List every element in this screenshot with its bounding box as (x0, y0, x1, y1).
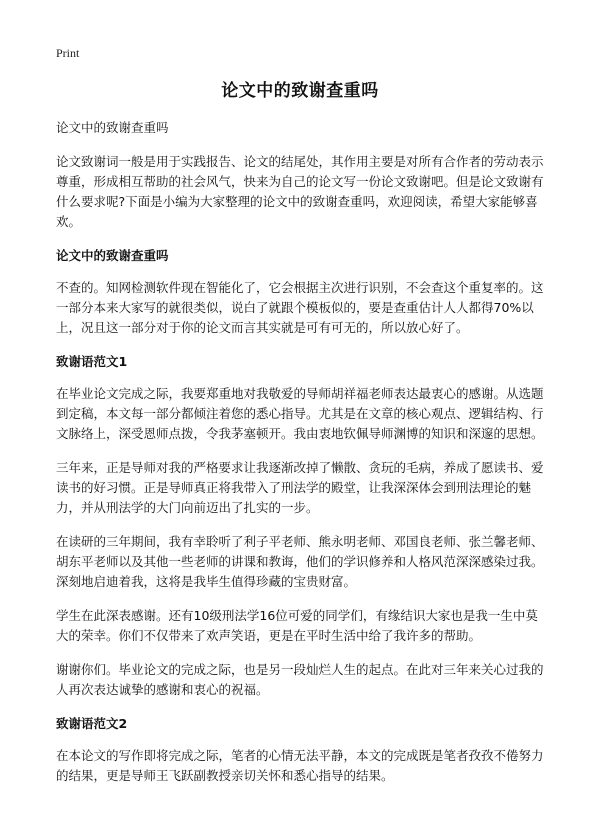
paragraph: 在读研的三年期间，我有幸聆听了利子平老师、熊永明老师、邓国良老师、张兰馨老师、胡东平老师以及其他一些老师的讲课和教诲，他们的学识修养和人格风范深深感染过我。深刻地启迪着我，这将是我毕生值得珍藏的宝贵财富。 (56, 534, 544, 589)
page-title: 论文中的致谢查重吗 (221, 81, 379, 101)
article-body (56, 118, 550, 800)
paragraph: 三年来，正是导师对我的严格要求让我逐渐改掉了懒散、贪玩的毛病，养成了愿读书、爱读书的好习惯。正是导师真正将我带入了刑法学的殿堂，让我深深体会到刑法理论的魅力，并从刑法学的大门向前迈出了扎实的一步。 (56, 460, 544, 515)
section-heading: 致谢语范文2 (56, 716, 128, 731)
section-heading: 论文中的致谢查重吗 (56, 248, 169, 263)
paragraph: 学生在此深表感谢。还有10级刑法学16位可爱的同学们，有缘结识大家也是我一生中莫大的荣幸。你们不仅带来了欢声笑语，更是在平时生活中给了我许多的帮助。 (56, 608, 538, 643)
paragraph: 谢谢你们。毕业论文的完成之际，也是另一段灿烂人生的起点。在此对三年来关心过我的人再次表达诚挚的感谢和衷心的祝福。 (56, 662, 544, 697)
paragraph: 在本论文的写作即将完成之际，笔者的心情无法平静，本文的完成既是笔者孜孜不倦努力的结果，更是导师王飞跃副教授亲切关怀和悉心指导的结果。 (56, 748, 544, 783)
intro-paragraph: 论文致谢词一般是用于实践报告、论文的结尾处，其作用主要是对所有合作者的劳动表示尊重，形成相互帮助的社会风气，快来为自己的论文写一份论文致谢吧。但是论文致谢有什么要求呢?下面是小编为大家整理的论文中的致谢查重吗，欢迎阅读，希望大家能够喜欢。 (56, 154, 544, 229)
paragraph: 在毕业论文完成之际，我要郑重地对我敬爱的导师胡祥福老师表达最衷心的感谢。从选题到定稿，本文每一部分都倾注着您的悉心指导。尤其是在文章的核心观点、逻辑结构、行文脉络上，深受恩师点拨，令我茅塞顿开。我由衷地钦佩导师渊博的知识和深邃的思想。 (56, 386, 544, 441)
print-link[interactable]: Print (56, 46, 80, 60)
paragraph: 不查的。知网检测软件现在智能化了，它会根据主次进行识别，不会查这个重复率的。这一部分本来大家写的就很类似，说白了就跟个模板似的，要是查重估计人人都得70%以上，况且这一部分对于你的论文而言其实就是可有可无的，所以放心好了。 (56, 280, 544, 335)
article-subtitle: 论文中的致谢查重吗 (56, 120, 169, 135)
section-heading: 致谢语范文1 (56, 354, 128, 369)
